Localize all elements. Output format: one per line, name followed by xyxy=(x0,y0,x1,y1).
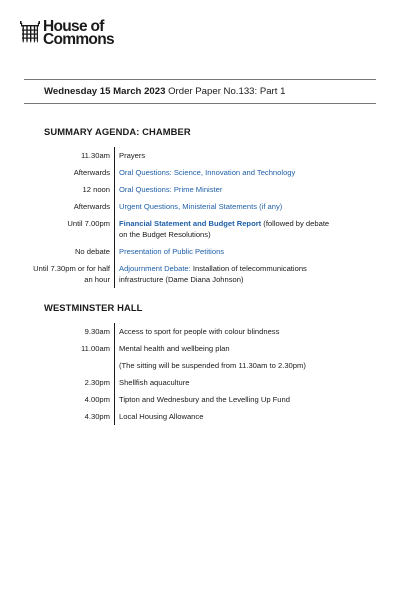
agenda-item-link[interactable]: Oral Questions: Prime Minister xyxy=(119,185,223,194)
agenda-item: (The sitting will be suspended from 11.30am to 2.30pm) xyxy=(114,357,339,374)
agenda-item xyxy=(114,243,339,260)
agenda-row xyxy=(24,374,376,391)
agenda-item: Shellfish aquaculture xyxy=(114,374,339,391)
agenda-item xyxy=(114,181,339,198)
agenda-time: 12 noon xyxy=(82,185,110,194)
agenda-row xyxy=(24,260,376,288)
agenda-item: Local Housing Allowance xyxy=(114,408,339,425)
agenda-time: 4.30pm xyxy=(84,412,110,421)
agenda-time: Until 7.00pm xyxy=(67,219,110,228)
header-top-rule xyxy=(24,79,376,80)
agenda-item-text: Installation of telecommunications infrastructure (Dame Diana Johnson) xyxy=(119,264,307,284)
portcullis-icon xyxy=(20,21,40,43)
agenda-item: Access to sport for people with colour blindness xyxy=(114,323,339,340)
agenda-row xyxy=(24,181,376,198)
logo-wordmark xyxy=(43,20,114,46)
agenda-row xyxy=(24,340,376,357)
agenda-item-text: Prayers xyxy=(119,151,146,160)
agenda-item xyxy=(114,215,339,243)
header-bottom-rule xyxy=(24,103,376,104)
logo-line-2: Commons xyxy=(43,31,114,48)
agenda-row xyxy=(24,391,376,408)
header-paper: Order Paper No.133: Part 1 xyxy=(168,86,286,97)
westminster-hall-agenda xyxy=(24,323,376,425)
agenda-row xyxy=(24,198,376,215)
agenda-time xyxy=(24,357,114,374)
chamber-section-title: SUMMARY AGENDA: CHAMBER xyxy=(44,126,191,137)
agenda-time: Afterwards xyxy=(73,202,110,211)
agenda-time: 11.00am xyxy=(81,344,110,353)
agenda-time: 2.30pm xyxy=(84,378,110,387)
agenda-item-link[interactable]: Oral Questions: Science, Innovation and Technology xyxy=(119,168,296,177)
agenda-row xyxy=(24,215,376,243)
agenda-item xyxy=(114,198,339,215)
agenda-item-link[interactable]: Financial Statement and Budget Report xyxy=(119,219,262,228)
agenda-item xyxy=(114,260,339,288)
order-paper-header xyxy=(44,86,285,97)
agenda-item-link[interactable]: Urgent Questions, Ministerial Statements (if any) xyxy=(119,202,283,211)
agenda-item-text: (followed by debate on the Budget Resolutions) xyxy=(119,219,330,239)
agenda-time: No debate xyxy=(74,247,110,256)
agenda-time: Until 7.30pm or for half an hour xyxy=(33,264,110,284)
westminster-hall-section-title: WESTMINSTER HALL xyxy=(44,302,143,313)
agenda-item: Tipton and Wednesbury and the Levelling Up Fund xyxy=(114,391,339,408)
agenda-row xyxy=(24,164,376,181)
agenda-row xyxy=(24,357,376,374)
agenda-item xyxy=(114,164,339,181)
house-of-commons-logo xyxy=(20,20,114,46)
chamber-agenda xyxy=(24,147,376,288)
logo-line-1: House of xyxy=(43,18,104,35)
agenda-item: Mental health and wellbeing plan xyxy=(114,340,339,357)
agenda-row xyxy=(24,147,376,164)
agenda-row xyxy=(24,408,376,425)
agenda-time: 9.30am xyxy=(84,327,110,336)
agenda-row xyxy=(24,323,376,340)
agenda-time: Afterwards xyxy=(73,168,110,177)
agenda-item-link[interactable]: Adjournment Debate: xyxy=(119,264,191,273)
agenda-item-link[interactable]: Presentation of Public Petitions xyxy=(119,247,225,256)
agenda-time: 4.00pm xyxy=(84,395,110,404)
agenda-item xyxy=(114,147,339,164)
agenda-time: 11.30am xyxy=(81,151,110,160)
agenda-row xyxy=(24,243,376,260)
header-date: Wednesday 15 March 2023 xyxy=(44,86,166,97)
